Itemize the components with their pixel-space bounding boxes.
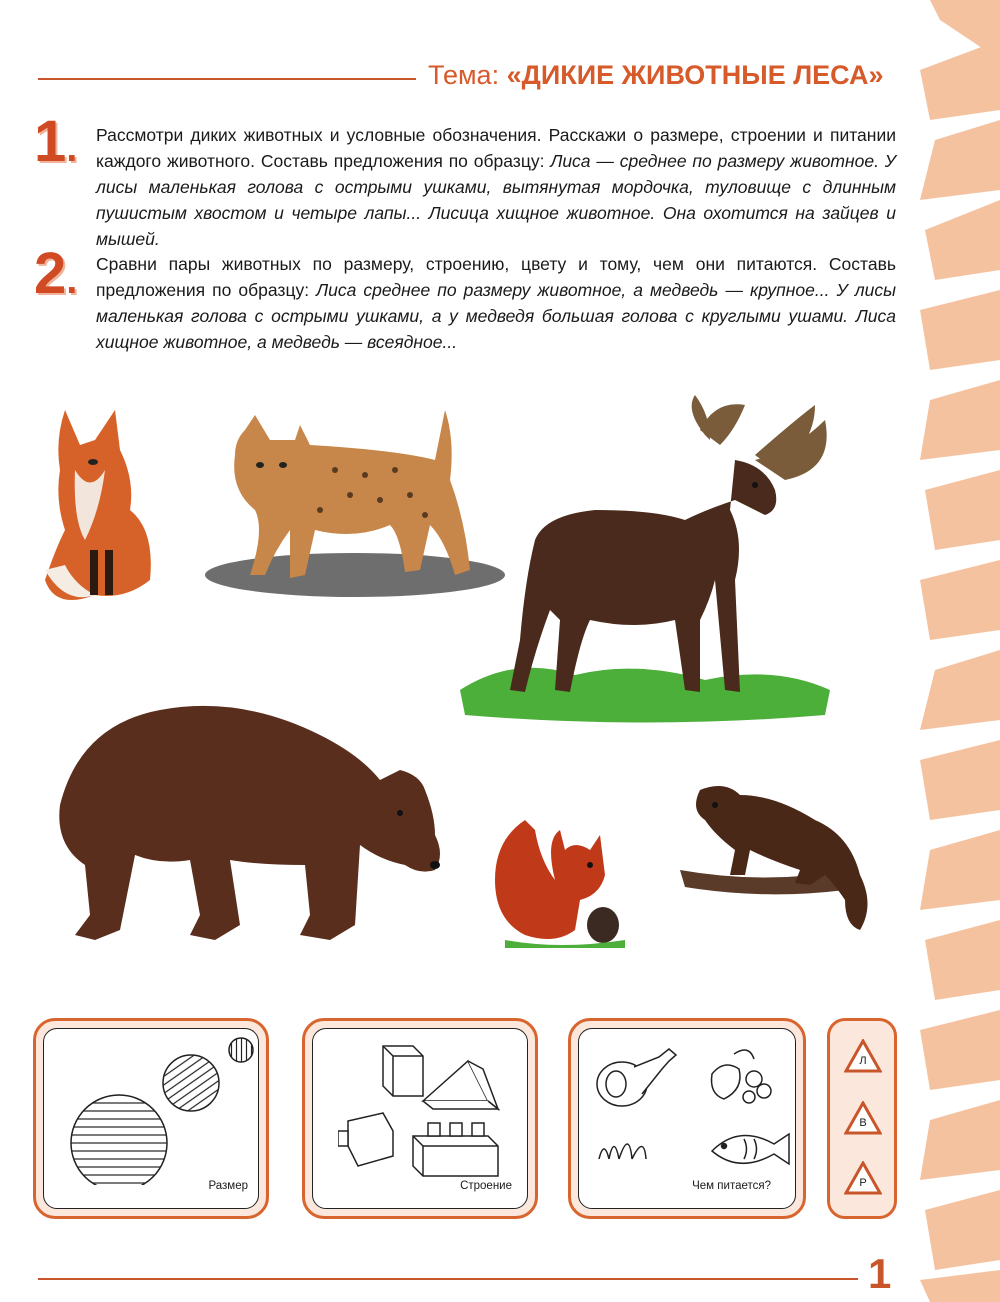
page-topic bbox=[428, 60, 898, 91]
bear-image bbox=[40, 695, 450, 955]
size-card-inner bbox=[43, 1028, 259, 1209]
legend-letter-l: Л bbox=[859, 1055, 867, 1067]
task-2-plain: Сравни пары животных по размеру, строению, цвету и тому, чем они питаются. Составь предложения по образцу: bbox=[96, 254, 896, 300]
legend-triangle-l bbox=[844, 1039, 882, 1073]
squirrel-image bbox=[485, 800, 635, 950]
task-number-1: 1. bbox=[34, 109, 78, 174]
header-rule bbox=[38, 78, 416, 80]
task-1-italic: Лиса — среднее по размеру животное. У лисы маленькая голова с острыми ушками, вытянутая мордочка, туловище с длинным пушистым хвостом и четыре лапы... Лисица хищное животное. Она охотится на зайцев и мышей. bbox=[96, 151, 896, 249]
structure-card-label: Строение bbox=[460, 1180, 512, 1192]
decorative-brush-stripe bbox=[920, 0, 1000, 1302]
structure-card-inner bbox=[312, 1028, 528, 1209]
size-card bbox=[33, 1018, 269, 1219]
legend-letters-card bbox=[827, 1018, 897, 1219]
task-2-text bbox=[96, 251, 896, 355]
task-number-2: 2. bbox=[34, 241, 78, 306]
task-2-italic: Лиса среднее по размеру животное, а медведь — крупное... У лисы маленькая голова с острыми ушками, а у медведя большая голова с круглыми ушами. Лиса хищное животное, а медведь — всеядное... bbox=[96, 280, 897, 352]
footer-rule bbox=[38, 1278, 858, 1280]
task-1-plain: Рассмотри диких животных и условные обозначения. Расскажи о размере, строении и питании каждого животного. Составь предложения по образцу: bbox=[96, 125, 896, 171]
food-icon bbox=[594, 1039, 794, 1184]
food-card bbox=[568, 1018, 806, 1219]
fox-image bbox=[35, 400, 165, 610]
animal-illustrations bbox=[0, 390, 920, 990]
legend-letter-v: В bbox=[859, 1117, 867, 1129]
building-blocks-icon bbox=[338, 1041, 523, 1181]
legend-triangle-v bbox=[844, 1101, 882, 1135]
task-number-2-text: 2 bbox=[34, 241, 67, 306]
size-card-label: Размер bbox=[208, 1180, 248, 1192]
page-number: 1 bbox=[868, 1250, 892, 1297]
size-circles-icon bbox=[59, 1035, 264, 1185]
topic-prefix: Тема: bbox=[428, 60, 500, 90]
legend-letter-r: Р bbox=[859, 1177, 867, 1189]
food-card-inner bbox=[578, 1028, 796, 1209]
topic-title: «ДИКИЕ ЖИВОТНЫЕ ЛЕСА» bbox=[506, 60, 884, 90]
legend-triangle-r bbox=[844, 1161, 882, 1195]
moose-image bbox=[455, 390, 835, 730]
task-1-text bbox=[96, 122, 896, 252]
marten-image bbox=[675, 775, 900, 935]
task-number-1-text: 1 bbox=[34, 109, 67, 174]
food-card-label: Чем питается? bbox=[692, 1180, 771, 1192]
structure-card bbox=[302, 1018, 538, 1219]
